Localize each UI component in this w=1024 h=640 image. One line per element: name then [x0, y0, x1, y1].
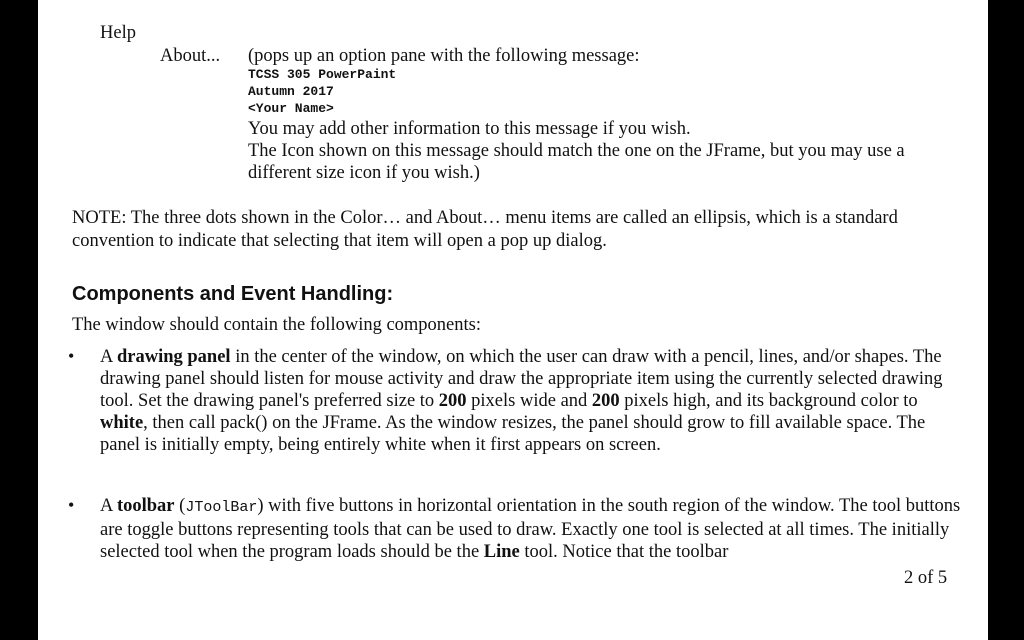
- page-number: 2 of 5: [904, 568, 948, 588]
- bullet-1-text: A drawing panel in the center of the window, on which the user can draw with a pencil, lines, and/or shapes. The drawing panel should listen for mouse activity and draw the appropriate item using the currently selected drawing tool. Set the drawing panel's preferred size to 200 pixels wide and 200 pixels high, and its background color to white, then call pack() on the JFrame. As the window resizes, the panel should grow to fill available space. The panel is initially empty, being entirely white when it first appears on screen.: [100, 347, 943, 455]
- note-line-1: NOTE: The three dots shown in the Color… and About… menu items are called an ellipsis, which is a standard: [72, 208, 898, 228]
- extra-line-3: different size icon if you wish.): [248, 163, 480, 183]
- toolbar-term: toolbar: [116, 496, 175, 516]
- message-line-1: TCSS 305 PowerPaint: [248, 67, 397, 82]
- section-intro: The window should contain the following components:: [72, 315, 481, 335]
- extra-line-2: The Icon shown on this message should match the one on the JFrame, but you may use a: [248, 141, 905, 161]
- bullet-2-marker: •: [68, 495, 75, 515]
- bullet-2-text: A toolbar (JToolBar) with five buttons in horizontal orientation in the south region of the window. The tool buttons are toggle buttons representing tools that can be used to draw. Exactly one tool is selected at all times. The initially selected tool when the program loads should be the Line tool. Notice that the toolbar: [100, 496, 961, 562]
- bullet-1-marker: •: [68, 346, 75, 366]
- note-line-2: convention to indicate that selecting that item will open a pop up dialog.: [72, 231, 607, 251]
- about-intro-text: (pops up an option pane with the following message:: [248, 46, 640, 66]
- drawing-panel-term: drawing panel: [116, 347, 231, 367]
- document-page: [38, 0, 988, 640]
- about-menu-label: About...: [160, 46, 221, 66]
- extra-line-1: You may add other information to this message if you wish.: [248, 119, 691, 139]
- message-line-3: <Your Name>: [248, 101, 334, 116]
- section-heading: Components and Event Handling:: [72, 283, 394, 305]
- jtoolbar-code: JToolBar: [185, 499, 258, 516]
- help-menu-label: Help: [100, 23, 136, 43]
- message-line-2: Autumn 2017: [248, 84, 334, 99]
